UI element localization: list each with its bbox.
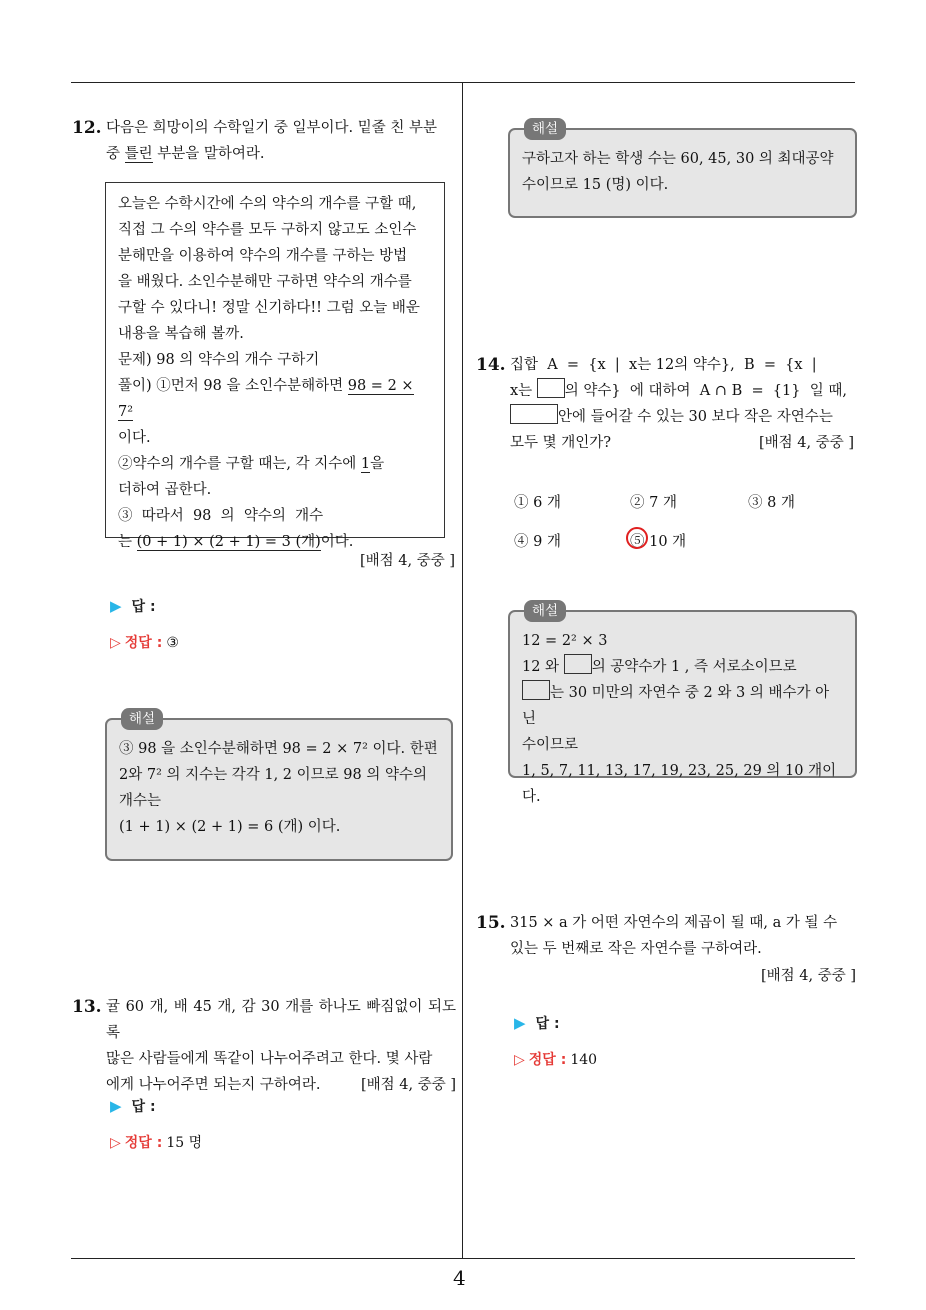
q12-answer-row[interactable]: [110, 596, 156, 616]
correct-triangle-icon: ▷: [514, 1052, 525, 1068]
q14-line2-b: 의 약수} 에 대하여 A ∩ B = {1} 일 때,: [564, 383, 847, 399]
q14-sol-blank-box-2: [522, 680, 550, 700]
q13-correct-row: [110, 1132, 202, 1152]
q12-question: [106, 115, 456, 167]
q14-sol-line-4: 수이므로: [522, 737, 579, 753]
q14-solution-tag: 해설: [524, 600, 566, 622]
q14-line3: [510, 404, 858, 430]
q12-line2-pre: 중: [106, 146, 125, 162]
q14-line4: [510, 430, 858, 456]
q13-points: [배점 4, 중중 ]: [360, 1077, 456, 1093]
q12-box-solution: [118, 373, 432, 425]
q14-line3-b: 안에 들어갈 수 있는 30 보다 작은 자연수는: [558, 409, 833, 425]
q15-question: [510, 910, 858, 962]
q15-points: [배점 4, 중중 ]: [760, 968, 856, 984]
q14-sol-blank-box: [564, 654, 592, 674]
q12-underlined-word: 틀린: [124, 146, 153, 162]
q14-number: 14.: [476, 355, 506, 375]
q12-step2-b: 을: [370, 456, 385, 472]
bottom-rule: [71, 1258, 855, 1259]
q14-choice-3[interactable]: ③ 8 개: [748, 495, 795, 511]
q12-sol-line-0: ③ 98 을 소인수분해하면 98 = 2 × 7² 이다. 한편: [119, 741, 438, 757]
q12-box-step3: ③ 따라서 98 의 약수의 개수: [118, 508, 324, 524]
q12-correct-value: ③: [166, 635, 179, 651]
q13-correct-value: 15 명: [166, 1135, 203, 1151]
page-number: 4: [453, 1266, 466, 1290]
answer-triangle-icon: ▶: [110, 597, 122, 615]
q14-line2-a: x는: [510, 383, 537, 399]
q13-line3: [106, 1072, 456, 1098]
q12-box-line-4: 구할 수 있다니! 정말 신기하다!! 그럼 오늘 배운: [118, 300, 420, 316]
q13-solution-tag: 해설: [524, 118, 566, 140]
q14-line4-text: 모두 몇 개인가?: [510, 435, 612, 451]
q15-number: 15.: [476, 913, 506, 933]
q13-correct-label: 정답 :: [124, 1135, 163, 1151]
q13-sol-line-1: 수이므로 15 (명) 이다.: [522, 177, 669, 193]
q12-step3-pre: 는: [118, 534, 137, 550]
answer-triangle-icon: ▶: [514, 1014, 526, 1032]
q12-step3-underline: (0 + 1) × (2 + 1) = 3 (개): [136, 534, 321, 550]
q12-box-line-6: 문제) 98 의 약수의 개수 구하기: [118, 352, 320, 368]
q12-correct-row: [110, 632, 179, 652]
q12-box-step2: [118, 451, 432, 477]
q12-number: 12.: [72, 118, 102, 138]
q12-line2: [106, 141, 456, 167]
q14-marked-answer-circle: [626, 527, 648, 549]
q14-choice-5[interactable]: ⑤ 10 개: [630, 534, 687, 550]
q13-answer-label: 답 :: [131, 1099, 156, 1115]
q14-sol-l2-a: 12 와: [522, 659, 564, 675]
q12-box-line-1: 직접 그 수의 약수를 모두 구하지 않고도 소인수: [118, 222, 417, 238]
q14-blank-box-2: [510, 404, 558, 424]
q14-points: [배점 4, 중중 ]: [758, 435, 854, 451]
q12-box-step2-c: 더하여 곱한다.: [118, 482, 212, 498]
answer-triangle-icon: ▶: [110, 1097, 122, 1115]
q12-box-line-0: 오늘은 수학시간에 수의 약수의 개수를 구할 때,: [118, 196, 417, 212]
q12-solution-box: [105, 711, 453, 861]
q13-line2: 많은 사람들에게 똑같이 나누어주려고 한다. 몇 사람: [106, 1051, 433, 1067]
q14-solution-box: [508, 603, 857, 805]
q13-number: 13.: [72, 997, 102, 1017]
q14-line1: 집합 A = {x | x는 12의 약수}, B = {x |: [510, 357, 817, 373]
correct-triangle-icon: ▷: [110, 1135, 121, 1151]
q14-sol-line-3: [522, 680, 843, 732]
q13-line3-text: 에게 나누어주면 되는지 구하여라.: [106, 1077, 321, 1093]
q14-sol-line-1: 12 = 2² × 3: [522, 633, 608, 649]
q12-step3-post: 이다.: [320, 534, 354, 550]
q13-answer-row[interactable]: [110, 1096, 156, 1116]
q14-choice-1[interactable]: ① 6 개: [514, 495, 561, 511]
q12-line1: 다음은 희망이의 수학일기 중 일부이다. 밑줄 친 부분: [106, 120, 438, 136]
q12-diary-box: [105, 182, 445, 550]
q13-question: [106, 994, 456, 1098]
q12-box-sol-pre: 풀이) ①먼저 98 을 소인수분해하면: [118, 378, 348, 394]
q12-box-line-2: 분해만을 이용하여 약수의 개수를 구하는 방법: [118, 248, 408, 264]
q12-box-line-3: 을 배웠다. 소인수분해만 구하면 약수의 개수를: [118, 274, 412, 290]
q14-sol-l2-b: 의 공약수가 1 , 즉 서로소이므로: [591, 659, 797, 675]
q15-line1: 315 × a 가 어떤 자연수의 제곱이 될 때, a 가 될 수: [510, 915, 838, 931]
top-rule: [71, 82, 855, 83]
q12-step2-a: ②약수의 개수를 구할 때는, 각 지수에: [118, 456, 361, 472]
column-divider: [462, 83, 463, 1258]
q12-box-line-5: 내용을 복습해 볼까.: [118, 326, 244, 342]
q15-correct-label: 정답 :: [528, 1052, 567, 1068]
q15-answer-row[interactable]: [514, 1013, 560, 1033]
q14-sol-l3-b: 는 30 미만의 자연수 중 2 와 3 의 배수가 아닌: [522, 685, 830, 727]
q12-solution-tag: 해설: [121, 708, 163, 730]
q15-answer-label: 답 :: [535, 1016, 560, 1032]
q13-sol-line-0: 구하고자 하는 학생 수는 60, 45, 30 의 최대공약: [522, 151, 834, 167]
q13-line1: 귤 60 개, 배 45 개, 감 30 개를 하나도 빠짐없이 되도록: [106, 999, 456, 1041]
q15-correct-value: 140: [570, 1052, 598, 1068]
q12-correct-label: 정답 :: [124, 635, 163, 651]
q12-sol-line-2: 개수는: [119, 793, 162, 809]
q14-choice-4[interactable]: ④ 9 개: [514, 534, 561, 550]
correct-triangle-icon: ▷: [110, 635, 121, 651]
q14-sol-line-5: 1, 5, 7, 11, 13, 17, 19, 23, 25, 29 의 10 개이다.: [522, 763, 837, 805]
q14-sol-line-2: [522, 654, 843, 680]
q12-step2-underline: 1: [360, 456, 371, 472]
q12-box-sol-end: 이다.: [118, 430, 151, 446]
q13-solution-box: [508, 121, 857, 218]
q12-sol-line-3: (1 + 1) × (2 + 1) = 6 (개) 이다.: [119, 819, 341, 835]
q12-answer-label: 답 :: [131, 599, 156, 615]
q14-blank-box: [537, 378, 565, 398]
q12-points: [배점 4, 중중 ]: [359, 553, 455, 569]
q14-line2: [510, 378, 858, 404]
q12-box-sol-underline: 98 = 2 × 7²: [118, 378, 414, 420]
q15-correct-row: [514, 1049, 597, 1069]
q14-choice-2[interactable]: ② 7 개: [630, 495, 677, 511]
q14-question: [510, 352, 858, 456]
q12-sol-line-1: 2와 7² 의 지수는 각각 1, 2 이므로 98 의 약수의: [119, 767, 427, 783]
q15-line2: 있는 두 번째로 작은 자연수를 구하여라.: [510, 941, 762, 957]
q12-line2-post: 부분을 말하여라.: [152, 146, 265, 162]
